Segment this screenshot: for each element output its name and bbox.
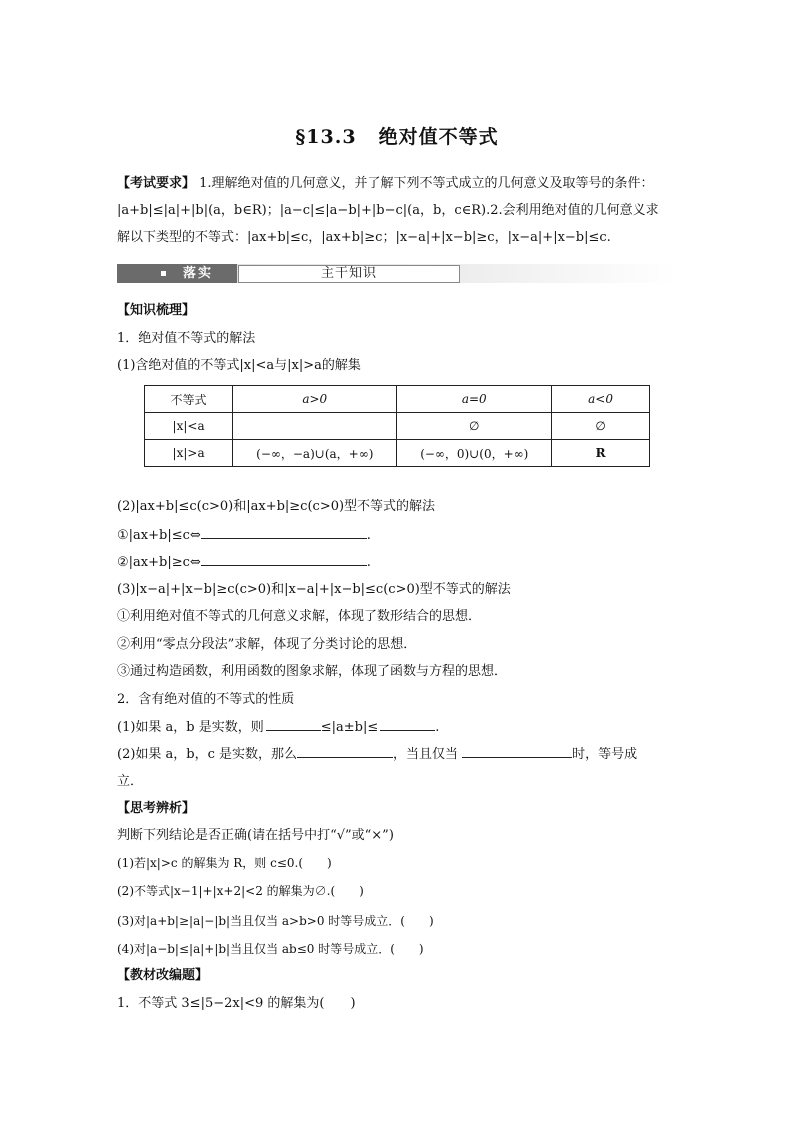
fill-line-2-text: ②|ax+b|≥c⇔ [117,555,201,570]
table-cell: (−∞，0)∪(0，+∞) [397,440,552,467]
section-title: 绝对值不等式 [378,126,499,148]
knowledge-item-1-sub-3: (3)|x−a|+|x−b|≥c(c>0)和|x−a|+|x−b|≤c(c>0)型不等式的解法 [117,582,511,597]
requirement-line-1: 1.理解绝对值的几何意义，并了解下列不等式成立的几何意义及取等号的条件： [199,176,654,191]
textbook-heading: 【教材改编题】 [117,968,209,983]
knowledge-item-2: 2．含有绝对值的不等式的性质 [117,692,295,707]
textbook-question-1: 1．不等式 3≤|5−2x|<9 的解集为( ) [117,996,356,1011]
property-1-middle: ≤|a±b|≤ [320,720,379,735]
method-3: ③通过构造函数，利用函数的图象求解，体现了函数与方程的思想． [117,664,508,679]
answer-blank[interactable] [380,718,435,731]
table-header-cell: a<0 [552,386,650,413]
exam-requirement [117,170,677,251]
think-question-1: (1)若|x|>c 的解集为 R，则 c≤0.( ) [117,856,332,870]
table-header-cell: a=0 [397,386,552,413]
property-2-middle: ，当且仅当 [393,747,459,762]
table-cell: ∅ [397,413,552,440]
solution-set-table [144,385,650,467]
table-row [145,440,650,467]
fill-line-1-end: . [366,528,371,543]
table-cell: |x|>a [145,440,233,467]
think-question-3: (3)对|a+b|≥|a|−|b|当且仅当 a>b>0 时等号成立．( ) [117,914,434,928]
property-2-continued: 立． [117,774,144,789]
table-header-cell: a>0 [233,386,397,413]
banner-dark-tab [117,264,237,283]
table-cell: |x|<a [145,413,233,440]
method-2: ②利用“零点分段法”求解，体现了分类讨论的思想． [117,637,417,652]
requirement-line-2: |a+b|≤|a|+|b|(a，b∈R)；|a−c|≤|a−b|+|b−c|(a，b，c∈R).2.会利用绝对值的几何意义求 [117,203,659,218]
property-2 [117,745,637,764]
section-banner [117,264,677,283]
think-intro: 判断下列结论是否正确(请在括号中打“√”或“×”) [117,828,394,843]
requirement-line-3: 解以下类型的不等式：|ax+b|≤c，|ax+b|≥c；|x−a|+|x−b|≥c，|x−a|+|x−b|≤c. [117,230,611,245]
answer-blank[interactable] [201,526,367,539]
table-cell: R [552,440,650,467]
property-2-tail: 时，等号成 [572,747,638,762]
fill-line-2 [117,553,371,572]
answer-blank[interactable] [297,745,393,758]
knowledge-item-1: 1．绝对值不等式的解法 [117,331,256,346]
property-2-text: (2)如果 a，b，c 是实数，那么 [117,747,298,762]
answer-blank[interactable] [201,553,367,566]
property-1-end: . [435,720,440,735]
square-bullet-icon [161,271,166,276]
banner-dark-label: 落实 [183,266,214,281]
property-1 [117,718,439,737]
fill-line-1 [117,526,371,545]
knowledge-item-1-sub-2: (2)|ax+b|≤c(c>0)和|ax+b|≥c(c>0)型不等式的解法 [117,499,436,514]
knowledge-heading: 【知识梳理】 [117,303,196,318]
answer-blank[interactable] [462,745,572,758]
answer-blank[interactable] [266,718,321,731]
banner-light-label: 主干知识 [238,265,460,283]
table-header-cell: 不等式 [145,386,233,413]
section-number: §13.3 [295,126,357,148]
think-heading: 【思考辨析】 [117,801,196,816]
table-cell: ∅ [552,413,650,440]
think-question-4: (4)对|a−b|≤|a|+|b|当且仅当 ab≤0 时等号成立．( ) [117,942,424,956]
table-header-row [145,386,650,413]
table-row [145,413,650,440]
method-1: ①利用绝对值不等式的几何意义求解，体现了数形结合的思想． [117,609,482,624]
think-question-2: (2)不等式|x−1|+|x+2|<2 的解集为∅.( ) [117,884,364,898]
fill-line-1-text: ①|ax+b|≤c⇔ [117,528,201,543]
fill-line-2-end: . [366,555,371,570]
table-cell [233,413,397,440]
requirement-label: 【考试要求】 [117,176,196,191]
table-cell: (−∞，−a)∪(a，+∞) [233,440,397,467]
property-1-text: (1)如果 a，b 是实数，则 [117,720,264,735]
knowledge-item-1-sub-1: (1)含绝对值的不等式|x|<a与|x|>a的解集 [117,358,361,373]
page-title [0,122,794,149]
